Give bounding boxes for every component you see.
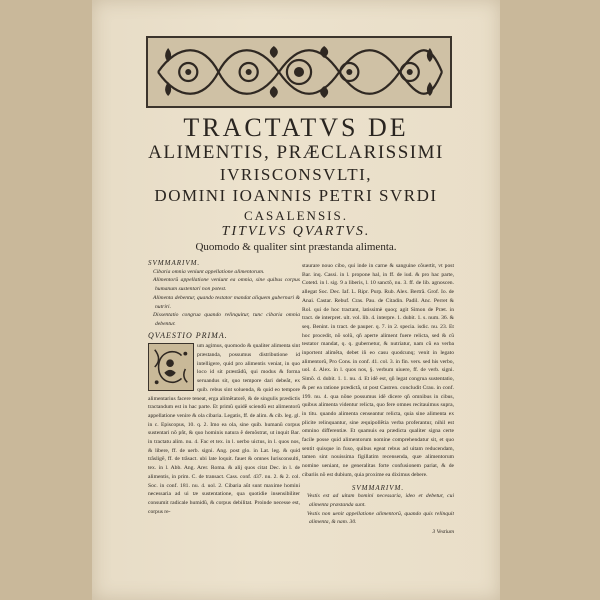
summary-item: Cibaria omnia veniunt appellatione alimentorum. [153, 268, 265, 275]
summary-item: Vestis est ad uitam homini necessaria, ideo et debetur, cui alimenta præstanda sunt. [307, 493, 454, 508]
summary-item: Alimentorũ appellatione veniunt ea omnia, sine quibus corpus humanum sustentari non potest. [153, 277, 300, 293]
question-heading: QVAESTIO PRIMA. [148, 330, 228, 340]
title-main: TRACTATVS DE [183, 113, 409, 142]
second-summary [302, 484, 454, 528]
book-page [92, 0, 500, 600]
title-line-3: IVRISCONSVLTI, [219, 165, 373, 184]
left-body-text: um agimus, quomodo & qualiter alimenta sint præstanda, possumus distributione id intelligere, quid pro alimentis veniat, in quo loco id sit præstãdũ, qui modus & forma seruandus sit, quo tempore dari debeãt, ex quib. rebus sint soluenda, & quid eo tempore alimentarius facere teneat, erga alimẽtatorẽ, & de singulis prædictis tractandum est in hac parte. Et primũ quidẽ sciendũ est alimentorũ appellatione venire & ola cibaria. Legatis, ff. de alim. & cib. leg. gl. in c. Episcopus, 10. q. 2. Imo ea ola, sine quib. humanũ corpus sustentari nõ pñt, & quo hominis natura ẽ demõstrat, ut inquit Bar. in tractatu alim. nu. 4. Fac et tex. in l. uerbo uictus, in l. quos nos, & libere, ff. de uerb. signi. Ang. post glo. in Lat. leg. & quid trãsligẽ, ff. de trãsact. ubi late loquit. fauet & omnes Iurisconsulti, tex. in l. Abb. Ang. Arer. Roma. & alij quos citat Dec. in l. de alimentis, in prim. C. de transact. Cass. conf. 437. nu. 2. & 2. col. Soc. in conf. 181. nu. 4. uol. 2. Cibaria aũt sunt maxime homini necessaria ad ui tæ sustentatione, qua quotidie insensibiliter consumit radicale humidũ, & corpus debilitat. Proinde necesse est, corpus re- [148, 343, 300, 515]
title-line-2: ALIMENTIS, PRÆCLARISSIMI [148, 142, 444, 163]
summary-heading: SVMMARIVM. [148, 259, 201, 267]
footer-catchword: Vestium [436, 529, 454, 536]
ornamental-headpiece [146, 36, 452, 108]
left-column [148, 259, 300, 516]
decorated-initial-icon [148, 343, 194, 391]
second-summary-heading: SVMMARIVM. [351, 483, 405, 492]
right-column [302, 262, 454, 592]
section-title: TITVLVS QVARTVS. [221, 224, 371, 239]
footer-number: 3 [432, 529, 436, 536]
summary-item: Dissentatio congrua quando relinquitur, tunc cibaria omnia debentur. [153, 312, 300, 327]
summary-item: Vestis non uenit appellatione alimentorũ, quando quis relinquit alimenta, & nam. 30. [307, 510, 454, 526]
title-line-4: DOMINI IOANNIS PETRI SVRDI [154, 186, 438, 205]
right-body-text: staurare nouo cibo, qui inde in carne & sanguine cõuertit, vt post Bar. inq. Cassi. in l. propone hal, in ff. de iud. & pro hac parte, Cotetd. in l. sig. 9 a liberis, l. 10 sanctõ, nu. 3. ff. de lib. agnoscen. allegat Soc. Dec. Iaf. L. Ripr. Purp. Rub. Alex. Bertrã. Grof. Io. de Anai. Castar. Rebuf. Cras. Pau. de Citadin. Padil. Anc. Perret & Rol. qui de hoc tractant, latissimè quoq; agit Simon de Præt. in tract. de interpret. ult. vol. lib. 4. interpre. 1. dubit. 1. s. num. 36. & seq. Benint. in tract. de pauper. q. 7. in 2. specia. isdic. nu. 23. Et hoc procedit, nõ solũ, qñ aperte aliment fuere relicta, sed & cũ testator mandat, q. q. gubernetur, & nutriatur, nam cũ ea verba inportent alimẽta, debet iñ eo casu quodcunq; venit in legato alimentorũ, Pro Cons. in conf. 41. col. 3. in fin. vers. sed his verbo, uol. 4. Alex. in l. quos nos, §. verbum uiuere, ff. de verb. signi. Simõ. d. dubit. 1. 1. nu. 4. Et idẽ est, qñ legat congrua sustentatio, & per ea ratione prædictã, ut post Castren. concludit Crau. in conf. 199. nu. 4. qua nõne possumus idẽ dicere qñ omnibus in cibus, quibus alimenta videntur relicta, quo fere omnes recitauimus supra, in titu. quando alimenta censeantur relicta, quia sine alimenta ex plicite relinquantur, sine æquipollẽtia verba proferantur, nihil est omnino differentiæ. Et quamuis ea prædicta qualiter signa certe facile posse quid alimentorum nomine comprehendatur sit, et quo sentit quisque in fuso, quibus egeat rebus ad uitam reducendam, tamen sint nouissima figillatim recensenda, quæ alimentorum nomine ueniant, ne generalitas forte confusionem pariat, & de cibariis nõ est dubium, quia proxime ea diximus debere. [302, 263, 454, 478]
section-subtitle: Quomodo & qualiter sint præstanda alimenta. [195, 241, 397, 253]
summary-item: Alimenta debentur, quando testator mandat aliquem gubernari & nutriri. [153, 294, 300, 310]
catchword [302, 528, 454, 537]
title-line-5: CASALENSIS. [244, 208, 348, 223]
